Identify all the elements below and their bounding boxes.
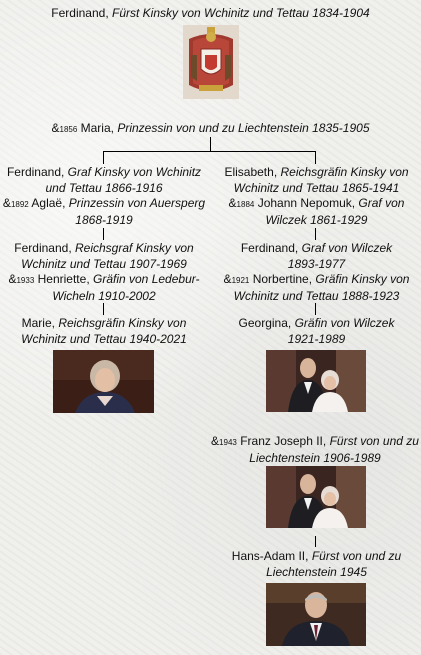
person-title: Wchinitz und Tettau 1888-1923 [233, 288, 400, 303]
left-gen3: Marie, Reichsgräfin Kinsky von Wchinitz und Tettau 1940-2021 [21, 316, 187, 346]
person-title: Graf Kinsky von Wchinitz [67, 165, 202, 179]
person-title: 1921-1989 [287, 331, 346, 346]
person-name: Elisabeth [224, 165, 274, 179]
person-title: Graf von [358, 196, 405, 210]
left-gen1: Ferdinand, Graf Kinsky von Wchinitz und Tettau 1866-1916 &1892 Aglaë, Prinzessin von Auersperg 1868-1919 [2, 165, 206, 227]
person-name: Franz Joseph II [240, 434, 323, 448]
connector-line [210, 137, 211, 151]
person-title: Reichsgraf Kinsky von [75, 241, 194, 255]
person-title: Fürst von und zu [311, 549, 402, 563]
right-gen1: Elisabeth, Reichsgräfin Kinsky von Wchinitz und Tettau 1865-1941 &1884 Johann Nepomuk, Graf von Wilczek 1861-1929 [224, 165, 409, 227]
marriage-symbol: & [2, 196, 11, 210]
marriage-symbol: & [51, 121, 60, 135]
top-ancestor: Ferdinand, Fürst Kinsky von Wchinitz und Tettau 1834-1904 [51, 6, 370, 20]
person-name: Ferdinand [6, 165, 61, 179]
person-title: Gräfin Kinsky von [315, 272, 410, 286]
marriage-year: 1933 [16, 276, 35, 285]
marriage-symbol: & [223, 272, 232, 286]
person-title: Wchinitz und Tettau 1865-1941 [233, 180, 400, 195]
person-title: Liechtenstein 1906-1989 [249, 450, 381, 465]
person-name: Georgina [238, 316, 288, 330]
marriage-year: 1943 [219, 438, 237, 447]
person-name: Henriette [37, 272, 87, 286]
person-title: Graf von Wilczek [301, 241, 393, 255]
right-gen4: Hans-Adam II, Fürst von und zu Liechtenstein 1945 [231, 549, 402, 579]
marriage-year: 1856 [59, 125, 78, 134]
person-title: Prinzessin von Auersperg [68, 196, 206, 210]
connector-line [315, 228, 316, 240]
connector-line [315, 536, 316, 547]
portrait-hans-adam-image [266, 583, 366, 646]
person-title: Liechtenstein 1945 [266, 564, 367, 579]
person-title: Wicheln 1910-2002 [52, 288, 156, 303]
connector-line [103, 151, 316, 152]
portrait-marie-image [53, 350, 154, 413]
person-title: Fürst von und zu [329, 434, 419, 448]
person-title: Wchinitz und Tettau 1907-1969 [21, 256, 187, 271]
portrait-couple-image [266, 466, 366, 528]
person-name: Ferdinand [51, 6, 106, 20]
marriage-year: 1921 [231, 276, 250, 285]
person-title: Prinzessin von und zu Liechtenstein 1835-1905 [117, 121, 370, 135]
person-name: Maria [80, 121, 111, 135]
left-gen2: Ferdinand, Reichsgraf Kinsky von Wchinitz und Tettau 1907-1969 &1933 Henriette, Gräfin von Ledebur- Wicheln 1910-2002 [8, 241, 200, 303]
person-title: Gräfin von Wilczek [294, 316, 395, 330]
connector-line [103, 303, 104, 315]
person-name: Norbertine [252, 272, 309, 286]
person-title: Reichsgräfin Kinsky von [280, 165, 409, 179]
person-title: Fürst Kinsky von Wchinitz und Tettau 1834-1904 [112, 6, 370, 20]
connector-line [103, 228, 104, 240]
marriage-symbol: & [8, 272, 17, 286]
person-name: Hans-Adam II [231, 549, 306, 563]
connector-line [315, 151, 316, 164]
marriage-symbol: & [228, 196, 237, 210]
right-gen3: Georgina, Gräfin von Wilczek 1921-1989 [238, 316, 395, 346]
person-title: Reichsgräfin Kinsky von [58, 316, 187, 330]
person-title: Gräfin von Ledebur- [93, 272, 200, 286]
marriage-year: 1884 [236, 200, 255, 209]
coat-of-arms-image [183, 25, 239, 99]
marriage-symbol: & [211, 434, 220, 448]
person-name: Ferdinand [14, 241, 69, 255]
marriage-year: 1892 [10, 200, 29, 209]
connector-line [315, 303, 316, 315]
person-name: Ferdinand [240, 241, 295, 255]
top-spouse: &1856 Maria, Prinzessin von und zu Liechtenstein 1835-1905 [51, 121, 370, 135]
person-title: 1893-1977 [287, 256, 346, 271]
right-gen3-spouse: &1943 Franz Joseph II, Fürst von und zu Liechtenstein 1906-1989 [211, 434, 419, 465]
person-title: Wilczek 1861-1929 [265, 212, 368, 227]
person-title: und Tettau 1866-1916 [45, 180, 163, 195]
person-name: Aglaë [31, 196, 63, 210]
portrait-couple-image [266, 350, 366, 412]
connector-line [103, 151, 104, 164]
person-name: Johann Nepomuk [257, 196, 352, 210]
person-title: 1868-1919 [75, 212, 133, 227]
person-name: Marie [21, 316, 52, 330]
person-title: Wchinitz und Tettau 1940-2021 [21, 331, 187, 346]
right-gen2: Ferdinand, Graf von Wilczek 1893-1977 &1921 Norbertine, Gräfin Kinsky von Wchinitz und Tettau 1888-1923 [223, 241, 410, 303]
